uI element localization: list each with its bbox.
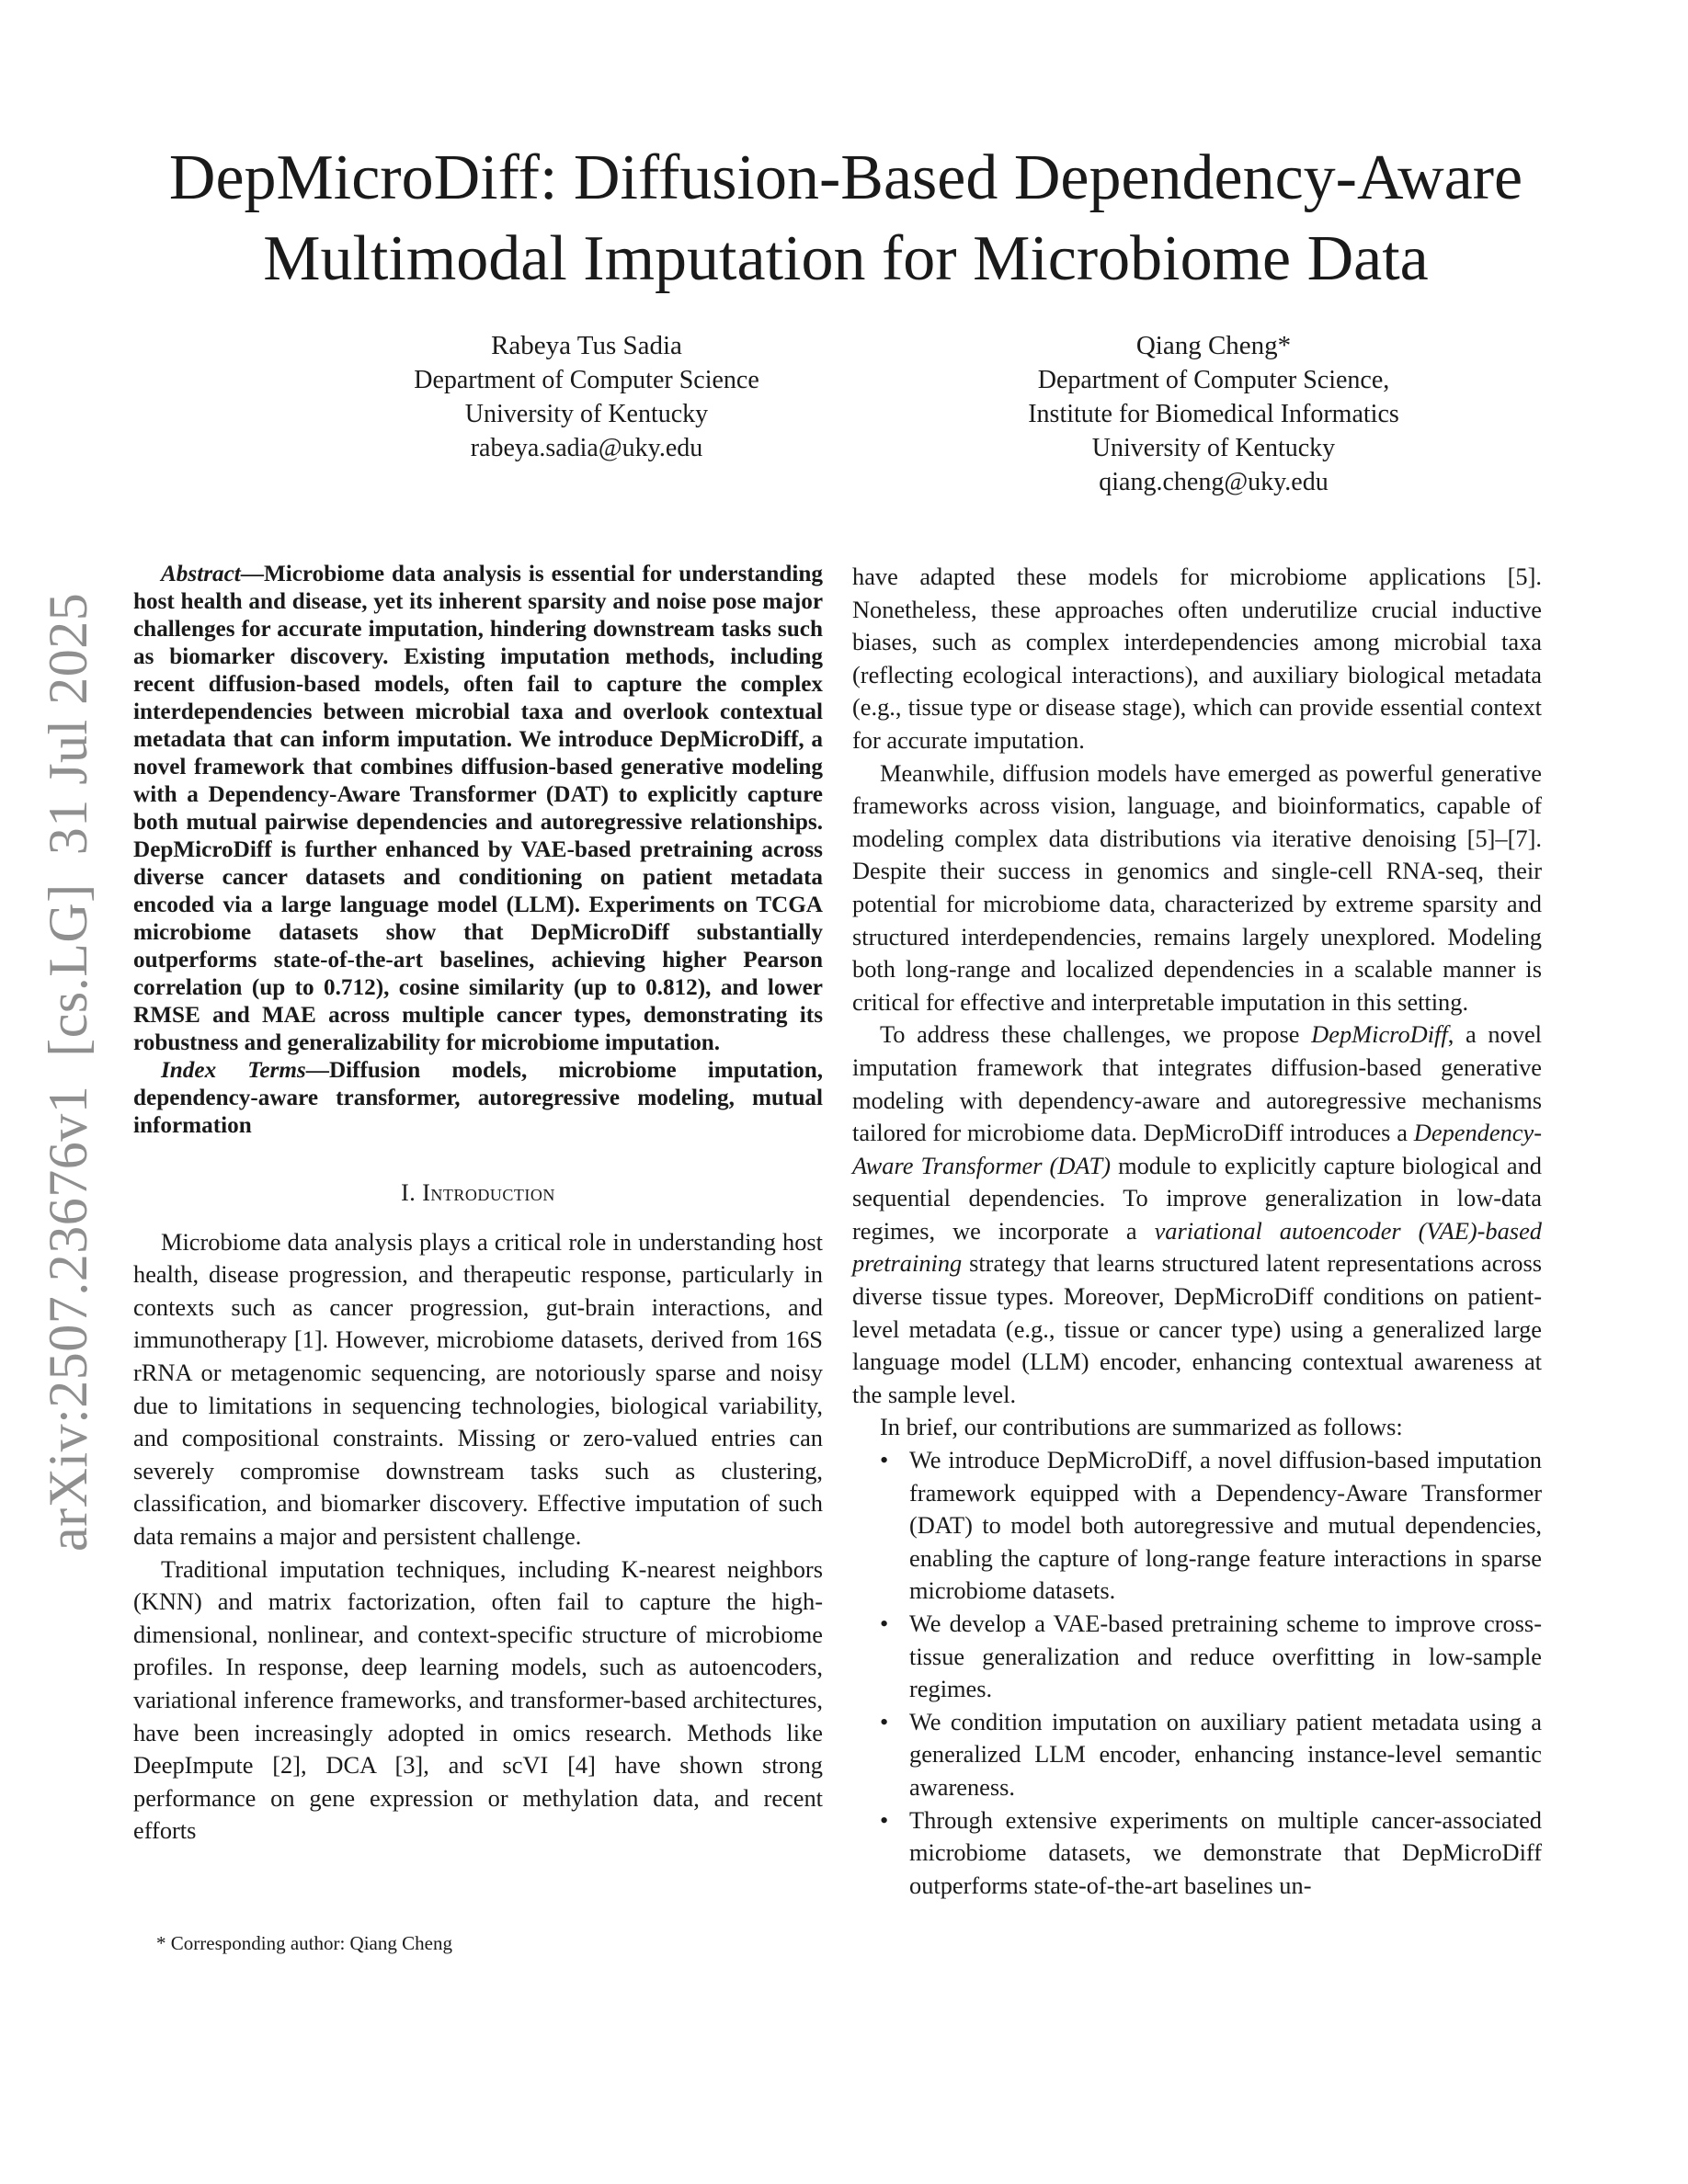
title-line-2: Multimodal Imputation for Microbiome Data bbox=[263, 223, 1429, 294]
author-block-2 bbox=[919, 329, 1508, 499]
index-terms bbox=[133, 1057, 823, 1140]
text-run: module to explicitly capture biological and sequential dependencies. To improve generalization in low-data regimes, we incorporate a bbox=[852, 1151, 1542, 1245]
title-line-1: DepMicroDiff: Diffusion-Based Dependency-Aware bbox=[168, 142, 1523, 213]
index-terms-label: Index Terms bbox=[161, 1058, 306, 1083]
emphasis-run: DepMicroDiff bbox=[1311, 1020, 1448, 1049]
section-title: Introduction bbox=[422, 1179, 555, 1206]
section-number: I. bbox=[401, 1179, 423, 1206]
intro-paragraph-4: Meanwhile, diffusion models have emerged as powerful generative frameworks across vision, language, and bioinformatics, capable of modeling complex data distributions via iterative denoising [5]–[7]. Despite their success in genomics and single-cell RNA-seq, their potential for microbiome data, characterized by extreme sparsity and structured interdependencies, remains largely unexplored. Modeling both long-range and localized dependencies in a scalable manner is critical for effective and interpretable imputation in this setting. bbox=[852, 758, 1542, 1016]
contributions-list bbox=[852, 1444, 1542, 1902]
abstract-text: —Microbiome data analysis is essential for understanding host health and disease, yet its inherent sparsity and noise pose major challenges for accurate imputation, hindering downstream tasks such as biomarker discovery. Existing imputation methods, including recent diffusion-based models, often fail to capture the complex interdependencies between microbial taxa and overlook contextual metadata that can inform imputation. We introduce DepMicroDiff, a novel framework that combines diffusion-based generative modeling with a Dependency-Aware Transformer (DAT) to explicitly capture both mutual pairwise dependencies and autoregressive relationships. DepMicroDiff is further enhanced by VAE-based pretraining across diverse cancer datasets and conditioning on patient metadata encoded via a large language model (LLM). Experiments on TCGA microbiome datasets show that DepMicroDiff substantially outperforms state-of-the-art baselines, achieving higher Pearson correlation (up to 0.712), cosine similarity (up to 0.812), and lower RMSE and MAE across multiple cancer types, demonstrating its robustness and generalizability for microbiome imputation. bbox=[133, 562, 823, 1055]
author-affiliation: University of Kentucky bbox=[1091, 434, 1336, 462]
left-column bbox=[133, 561, 823, 1848]
author-email: qiang.cheng@uky.edu bbox=[1099, 468, 1329, 496]
list-item bbox=[852, 1804, 1542, 1903]
author-affiliation: Department of Computer Science, bbox=[1037, 366, 1390, 394]
text-run: , a novel imputation framework that integrates diffusion-based generative modeling with dependency-aware and autoregressive mechanisms tailored for microbiome data. DepMicroDiff introduces a bbox=[852, 1020, 1543, 1147]
abstract bbox=[133, 561, 823, 1057]
arxiv-watermark: arXiv:2507.23676v1 [cs.LG] 31 Jul 2025 bbox=[38, 592, 98, 1552]
author-name: Qiang Cheng* bbox=[1135, 331, 1292, 360]
list-item-text: Through extensive experiments on multiple cancer-associated microbiome datasets, we demonstrate that DepMicroDiff outperforms state-of-the-art baselines un- bbox=[909, 1805, 1542, 1899]
section-heading-introduction bbox=[133, 1177, 823, 1210]
emphasis-run: variational autoencoder (VAE)-based pretraining bbox=[852, 1216, 1542, 1278]
list-item-text: We introduce DepMicroDiff, a novel diffusion-based imputation framework equipped with a Dependency-Aware Transformer (DAT) to model both autoregressive and mutual dependencies, enabling the capture of long-range feature interactions in sparse microbiome datasets. bbox=[909, 1446, 1542, 1605]
list-item-text: We develop a VAE-based pretraining scheme to improve cross-tissue generalization and reduce overfitting in low-sample regimes. bbox=[909, 1610, 1542, 1703]
bullet-glyph: • bbox=[880, 1707, 889, 1735]
author-affiliation: University of Kentucky bbox=[464, 400, 709, 428]
text-run: To address these challenges, we propose bbox=[880, 1020, 1312, 1049]
abstract-label: Abstract bbox=[161, 562, 241, 586]
intro-paragraph-3: have adapted these models for microbiome applications [5]. Nonetheless, these approaches often underutilize crucial inductive biases, such as complex interdependencies among microbial taxa (reflecting ecological interactions), and auxiliary biological metadata (e.g., tissue type or disease stage), which can provide essential context for accurate imputation. bbox=[852, 563, 1542, 754]
intro-paragraph-5 bbox=[852, 1018, 1542, 1411]
footnote-corresponding-author: * Corresponding author: Qiang Cheng bbox=[156, 1932, 452, 1954]
intro-paragraph-2: Traditional imputation techniques, including K-nearest neighbors (KNN) and matrix factorization, often fail to capture the high-dimensional, nonlinear, and context-specific structure of microbiome profiles. In response, deep learning models, such as autoencoders, variational inference frameworks, and transformer-based architectures, have been increasingly adopted in omics research. Methods like DeepImpute [2], DCA [3], and scVI [4] have shown strong performance on gene expression or methylation data, and recent efforts bbox=[133, 1554, 823, 1845]
list-item bbox=[852, 1706, 1542, 1804]
author-email: rabeya.sadia@uky.edu bbox=[470, 434, 703, 462]
emphasis-run: Dependency-Aware Transformer (DAT) bbox=[852, 1119, 1542, 1179]
bullet-glyph: • bbox=[880, 1446, 889, 1474]
list-item bbox=[852, 1608, 1542, 1706]
author-affiliation: Department of Computer Science bbox=[414, 366, 759, 394]
list-item-text: We condition imputation on auxiliary patient metadata using a generalized LLM encoder, enhancing instance-level semantic awareness. bbox=[909, 1707, 1542, 1801]
right-column bbox=[852, 561, 1542, 1902]
bullet-glyph: • bbox=[880, 1610, 889, 1637]
paper-title bbox=[110, 138, 1581, 300]
list-item bbox=[852, 1444, 1542, 1608]
index-terms-text: —Diffusion models, microbiome imputation, dependency-aware transformer, autoregressive modeling, mutual information bbox=[133, 1058, 824, 1138]
bullet-glyph: • bbox=[880, 1805, 889, 1834]
author-block-1 bbox=[311, 329, 862, 465]
author-affiliation: Institute for Biomedical Informatics bbox=[1028, 400, 1399, 428]
intro-paragraph-1: Microbiome data analysis plays a critical role in understanding host health, disease progression, and therapeutic response, particularly in contexts such as cancer progression, gut-brain interactions, and immunotherapy [1]. However, microbiome datasets, derived from 16S rRNA or metagenomic sequencing, are notoriously sparse and noisy due to limitations in sequencing technologies, biological variability, and compositional constraints. Missing or zero-valued entries can severely compromise downstream tasks such as clustering, classification, and biomarker discovery. Effective imputation of such data remains a major and persistent challenge. bbox=[133, 1227, 823, 1550]
contributions-intro: In brief, our contributions are summarized as follows: bbox=[880, 1413, 1403, 1441]
author-name: Rabeya Tus Sadia bbox=[491, 331, 682, 360]
text-run: strategy that learns structured latent representations across diverse tissue types. Moreover, DepMicroDiff conditions on patient-level metadata (e.g., tissue or cancer type) using a generalized large language model (LLM) encoder, enhancing contextual awareness at the sample level. bbox=[852, 1249, 1542, 1408]
